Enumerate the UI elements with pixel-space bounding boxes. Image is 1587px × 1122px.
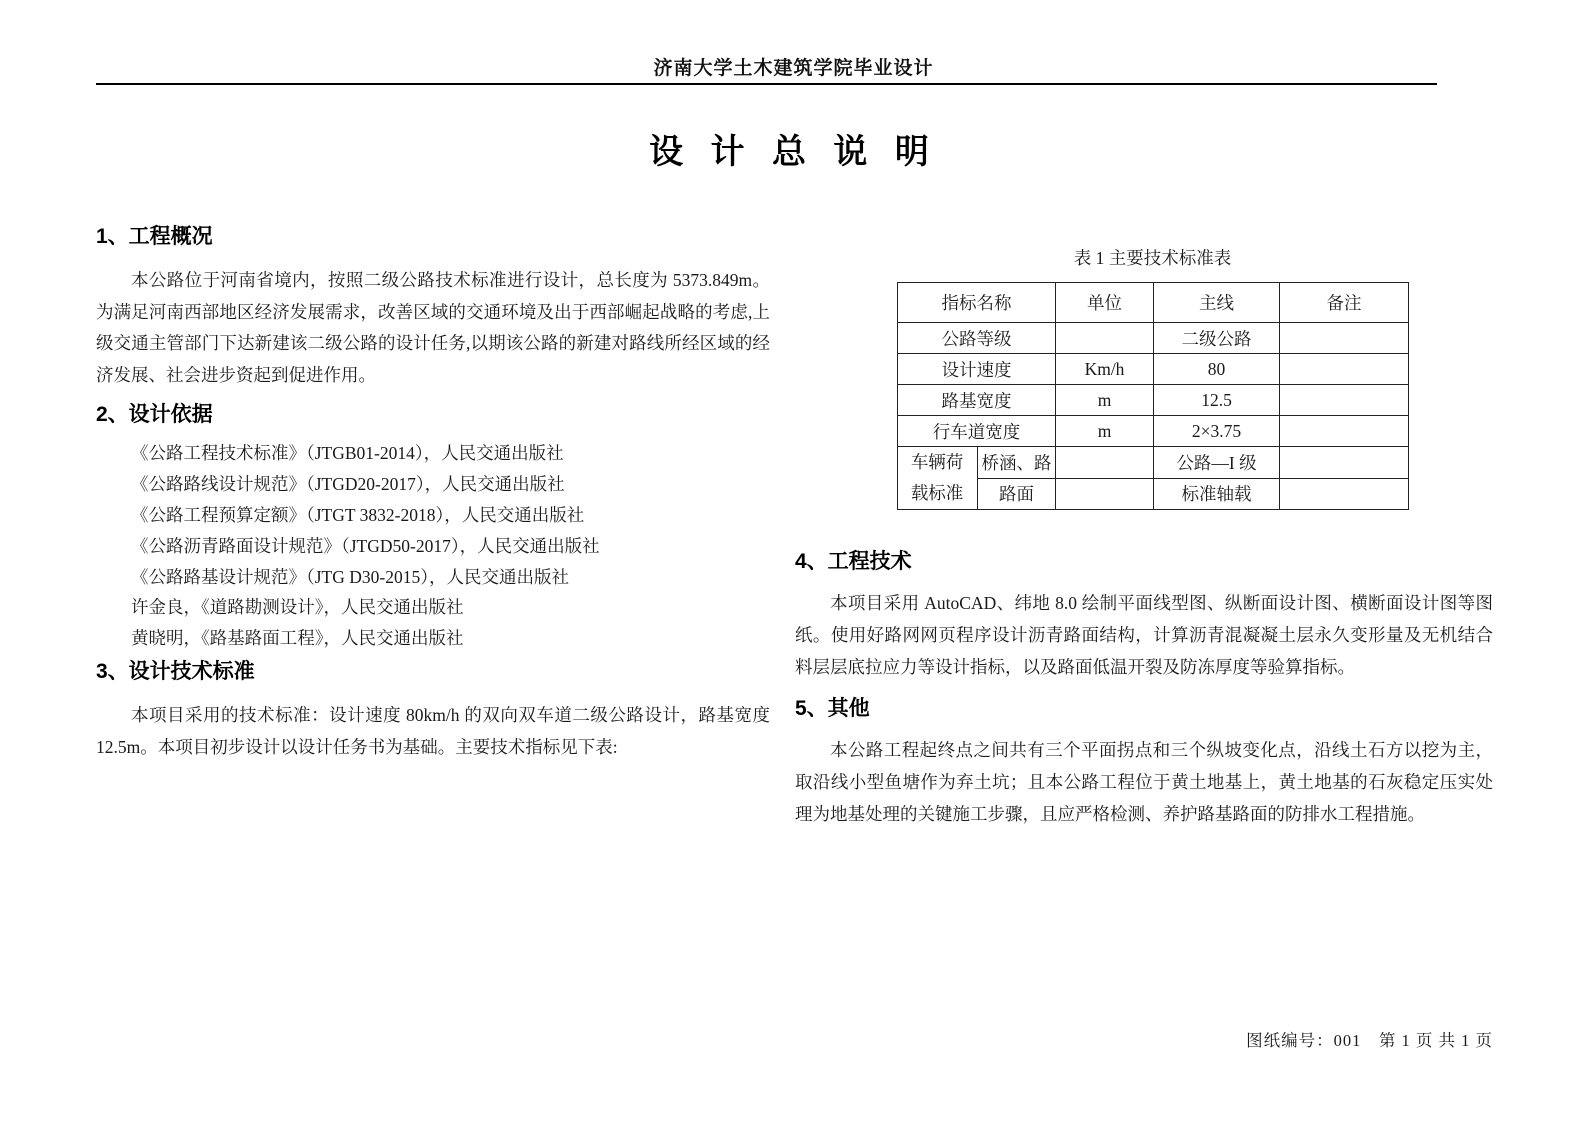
spec-table-caption: 表 1 主要技术标准表 bbox=[1073, 248, 1232, 268]
table-row bbox=[898, 447, 1409, 479]
mainline-cell: 公路—I 级 bbox=[1154, 447, 1280, 479]
mainline-cell: 标准轴载 bbox=[1154, 478, 1280, 510]
header-rule bbox=[96, 83, 1437, 85]
section-2-heading: 2、设计依据 bbox=[96, 403, 213, 427]
spec-table-wrap bbox=[897, 245, 1408, 510]
section-engineering-technique bbox=[795, 547, 1493, 683]
reference-item: 黄晓明，《路基路面工程》，人民交通出版社 bbox=[131, 628, 464, 649]
section-5-body: 本公路工程起终点之间共有三个平面拐点和三个纵坡变化点，沿线土石方以挖为主，取沿线小型鱼塘作为弃土坑；且本公路工程位于黄土地基上，黄土地基的石灰稳定压实处理为地基处理的关键施工步骤，且应严格检测、养护路基路面的防排水工程措施。 bbox=[795, 740, 1493, 824]
remark-cell bbox=[1280, 354, 1409, 385]
indicator-header-cell: 指标名称 bbox=[898, 283, 1056, 323]
page-footer: 图纸编号：001 第 1 页 共 1 页 bbox=[1246, 1031, 1493, 1050]
indicator-name-cell: 行车道宽度 bbox=[898, 416, 1056, 447]
indicator-name-cell: 公路等级 bbox=[898, 323, 1056, 354]
remark-cell bbox=[1280, 447, 1409, 479]
unit-cell: m bbox=[1056, 385, 1154, 416]
reference-item: 《公路路基设计规范》（JTG D30-2015），人民交通出版社 bbox=[131, 566, 569, 587]
remark-cell bbox=[1280, 385, 1409, 416]
remark-cell bbox=[1280, 323, 1409, 354]
vehicle-load-group-label: 车辆荷载标准 bbox=[910, 452, 964, 503]
mainline-cell: 二级公路 bbox=[1154, 323, 1280, 354]
mainline-header-cell: 主线 bbox=[1154, 283, 1280, 323]
mainline-cell: 2×3.75 bbox=[1154, 416, 1280, 447]
section-design-standards bbox=[96, 657, 770, 763]
unit-cell bbox=[1056, 478, 1154, 510]
section-4-body: 本项目采用 AutoCAD、纬地 8.0 绘制平面线型图、纵断面设计图、横断面设计图等图纸。使用好路网网页程序设计沥青路面结构，计算沥青混凝凝土层永久变形量及无机结合料层层底拉应力等设计指标，以及路面低温开裂及防冻厚度等验算指标。 bbox=[795, 593, 1493, 677]
document-header: 济南大学土木建筑学院毕业设计 bbox=[653, 58, 934, 79]
table-row bbox=[898, 354, 1409, 385]
reference-item: 《公路工程技术标准》（JTGB01-2014），人民交通出版社 bbox=[131, 443, 564, 464]
section-design-basis bbox=[96, 400, 770, 654]
section-3-heading: 3、设计技术标准 bbox=[96, 659, 255, 683]
section-others bbox=[795, 694, 1493, 830]
section-project-overview bbox=[96, 222, 770, 391]
page-title: 设 计 总 说 明 bbox=[649, 133, 938, 171]
indicator-name-cell: 桥涵、路 bbox=[978, 447, 1056, 479]
reference-item: 许金良，《道路勘测设计》，人民交通出版社 bbox=[131, 597, 464, 618]
reference-item: 《公路沥青路面设计规范》（JTGD50-2017），人民交通出版社 bbox=[131, 535, 600, 556]
indicator-name-cell: 设计速度 bbox=[898, 354, 1056, 385]
section-3-body: 本项目采用的技术标准：设计速度 80km/h 的双向双车道二级公路设计，路基宽度 12.5m。本项目初步设计以设计任务书为基础。主要技术指标见下表: bbox=[96, 704, 770, 757]
unit-cell bbox=[1056, 447, 1154, 479]
remark-cell bbox=[1280, 416, 1409, 447]
section-1-heading: 1、工程概况 bbox=[96, 225, 213, 248]
unit-cell bbox=[1056, 323, 1154, 354]
remark-cell bbox=[1280, 478, 1409, 510]
vehicle-load-group-cell bbox=[898, 447, 978, 510]
section-1-body: 本公路位于河南省境内，按照二级公路技术标准进行设计，总长度为 5373.849m。为满足河南西部地区经济发展需求，改善区域的交通环境及出于西部崛起战略的考虑,上级交通主管部门下达新建该二级公路的设计任务,以期该公路的新建对路线所经区域的经济发展、社会进步资起到促进作用。 bbox=[96, 270, 770, 385]
unit-cell: m bbox=[1056, 416, 1154, 447]
table-header-row bbox=[898, 283, 1409, 323]
unit-header-cell: 单位 bbox=[1056, 283, 1154, 323]
reference-item: 《公路路线设计规范》（JTGD20-2017），人民交通出版社 bbox=[131, 474, 565, 495]
table-row bbox=[898, 385, 1409, 416]
right-column bbox=[795, 245, 1493, 830]
section-4-heading: 4、工程技术 bbox=[795, 550, 912, 573]
table-row bbox=[898, 416, 1409, 447]
mainline-cell: 80 bbox=[1154, 354, 1280, 385]
references-list bbox=[96, 438, 770, 654]
remark-header-cell: 备注 bbox=[1280, 283, 1409, 323]
indicator-name-cell: 路面 bbox=[978, 478, 1056, 510]
spec-table bbox=[897, 282, 1409, 510]
reference-item: 《公路工程预算定额》（JTGT 3832-2018），人民交通出版社 bbox=[131, 504, 585, 525]
mainline-cell: 12.5 bbox=[1154, 385, 1280, 416]
left-column bbox=[96, 222, 770, 763]
unit-cell: Km/h bbox=[1056, 354, 1154, 385]
indicator-name-cell: 路基宽度 bbox=[898, 385, 1056, 416]
table-row bbox=[898, 323, 1409, 354]
section-5-heading: 5、其他 bbox=[795, 697, 870, 720]
